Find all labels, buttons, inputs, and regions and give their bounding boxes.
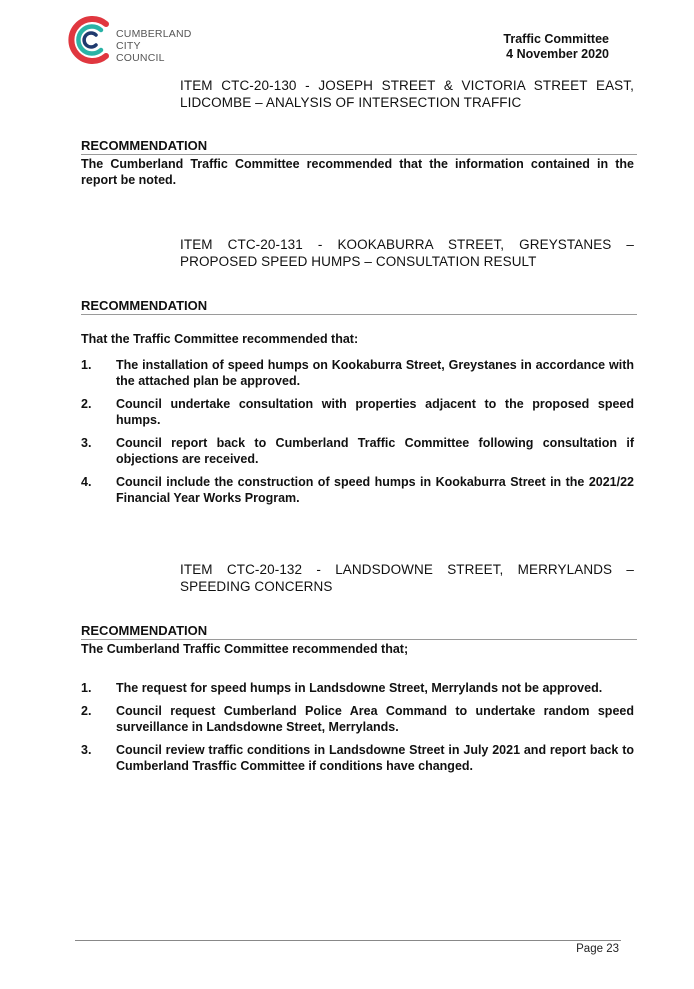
council-logo bbox=[64, 12, 192, 68]
recommendation-list bbox=[81, 357, 634, 513]
recommendation-intro: The Cumberland Traffic Committee recommended that; bbox=[81, 642, 409, 656]
list-item bbox=[81, 742, 634, 774]
list-item-number: 2. bbox=[81, 397, 92, 411]
item-title-ctc-20-132: ITEM CTC-20-132 - LANDSDOWNE STREET, MERRYLANDS – SPEEDING CONCERNS bbox=[180, 562, 634, 594]
list-item-text: Council review traffic conditions in Landsdowne Street in July 2021 and report back to Cumberland Trasffic Committee if conditions have changed. bbox=[116, 743, 634, 773]
item-title-ctc-20-131: ITEM CTC-20-131 - KOOKABURRA STREET, GREYSTANES – PROPOSED SPEED HUMPS – CONSULTATION RESULT bbox=[180, 237, 634, 269]
recommendation-heading: RECOMMENDATION bbox=[81, 298, 637, 315]
logo-text-line1: CUMBERLAND bbox=[116, 28, 192, 40]
recommendation-text: The Cumberland Traffic Committee recommended that the information contained in the report be noted. bbox=[81, 157, 634, 187]
list-item-number: 1. bbox=[81, 681, 92, 695]
list-item bbox=[81, 474, 634, 506]
logo-text-line2: CITY COUNCIL bbox=[116, 40, 165, 64]
recommendation-heading: RECOMMENDATION bbox=[81, 623, 637, 640]
document-header bbox=[503, 32, 609, 62]
recommendation-intro: That the Traffic Committee recommended that: bbox=[81, 332, 359, 346]
list-item-text: Council undertake consultation with properties adjacent to the proposed speed humps. bbox=[116, 397, 634, 427]
page-number: Page 23 bbox=[576, 943, 619, 955]
meeting-date: 4 November 2020 bbox=[506, 47, 609, 61]
list-item bbox=[81, 703, 634, 735]
list-item-number: 3. bbox=[81, 743, 92, 757]
recommendation-heading: RECOMMENDATION bbox=[81, 138, 637, 155]
footer-divider bbox=[75, 940, 621, 941]
list-item-text: Council request Cumberland Police Area Command to undertake random speed surveillance in Landsdowne Street, Merrylands. bbox=[116, 704, 634, 734]
committee-name: Traffic Committee bbox=[503, 32, 609, 46]
list-item-text: Council report back to Cumberland Traffic Committee following consultation if objections are received. bbox=[116, 436, 634, 466]
list-item bbox=[81, 357, 634, 389]
list-item bbox=[81, 396, 634, 428]
list-item bbox=[81, 680, 634, 696]
list-item-text: The installation of speed humps on Kookaburra Street, Greystanes in accordance with the attached plan be approved. bbox=[116, 358, 634, 388]
list-item-number: 3. bbox=[81, 436, 92, 450]
list-item bbox=[81, 435, 634, 467]
list-item-text: Council include the construction of speed humps in Kookaburra Street in the 2021/22 Financial Year Works Program. bbox=[116, 475, 634, 505]
item-title-ctc-20-130: ITEM CTC-20-130 - JOSEPH STREET & VICTORIA STREET EAST, LIDCOMBE – ANALYSIS OF INTERSECTION TRAFFIC bbox=[180, 78, 634, 110]
list-item-number: 1. bbox=[81, 358, 92, 372]
list-item-number: 2. bbox=[81, 704, 92, 718]
list-item-text: The request for speed humps in Landsdowne Street, Merrylands not be approved. bbox=[116, 681, 603, 695]
recommendation-list bbox=[81, 680, 634, 781]
list-item-number: 4. bbox=[81, 475, 92, 489]
council-logo-icon bbox=[64, 12, 114, 68]
